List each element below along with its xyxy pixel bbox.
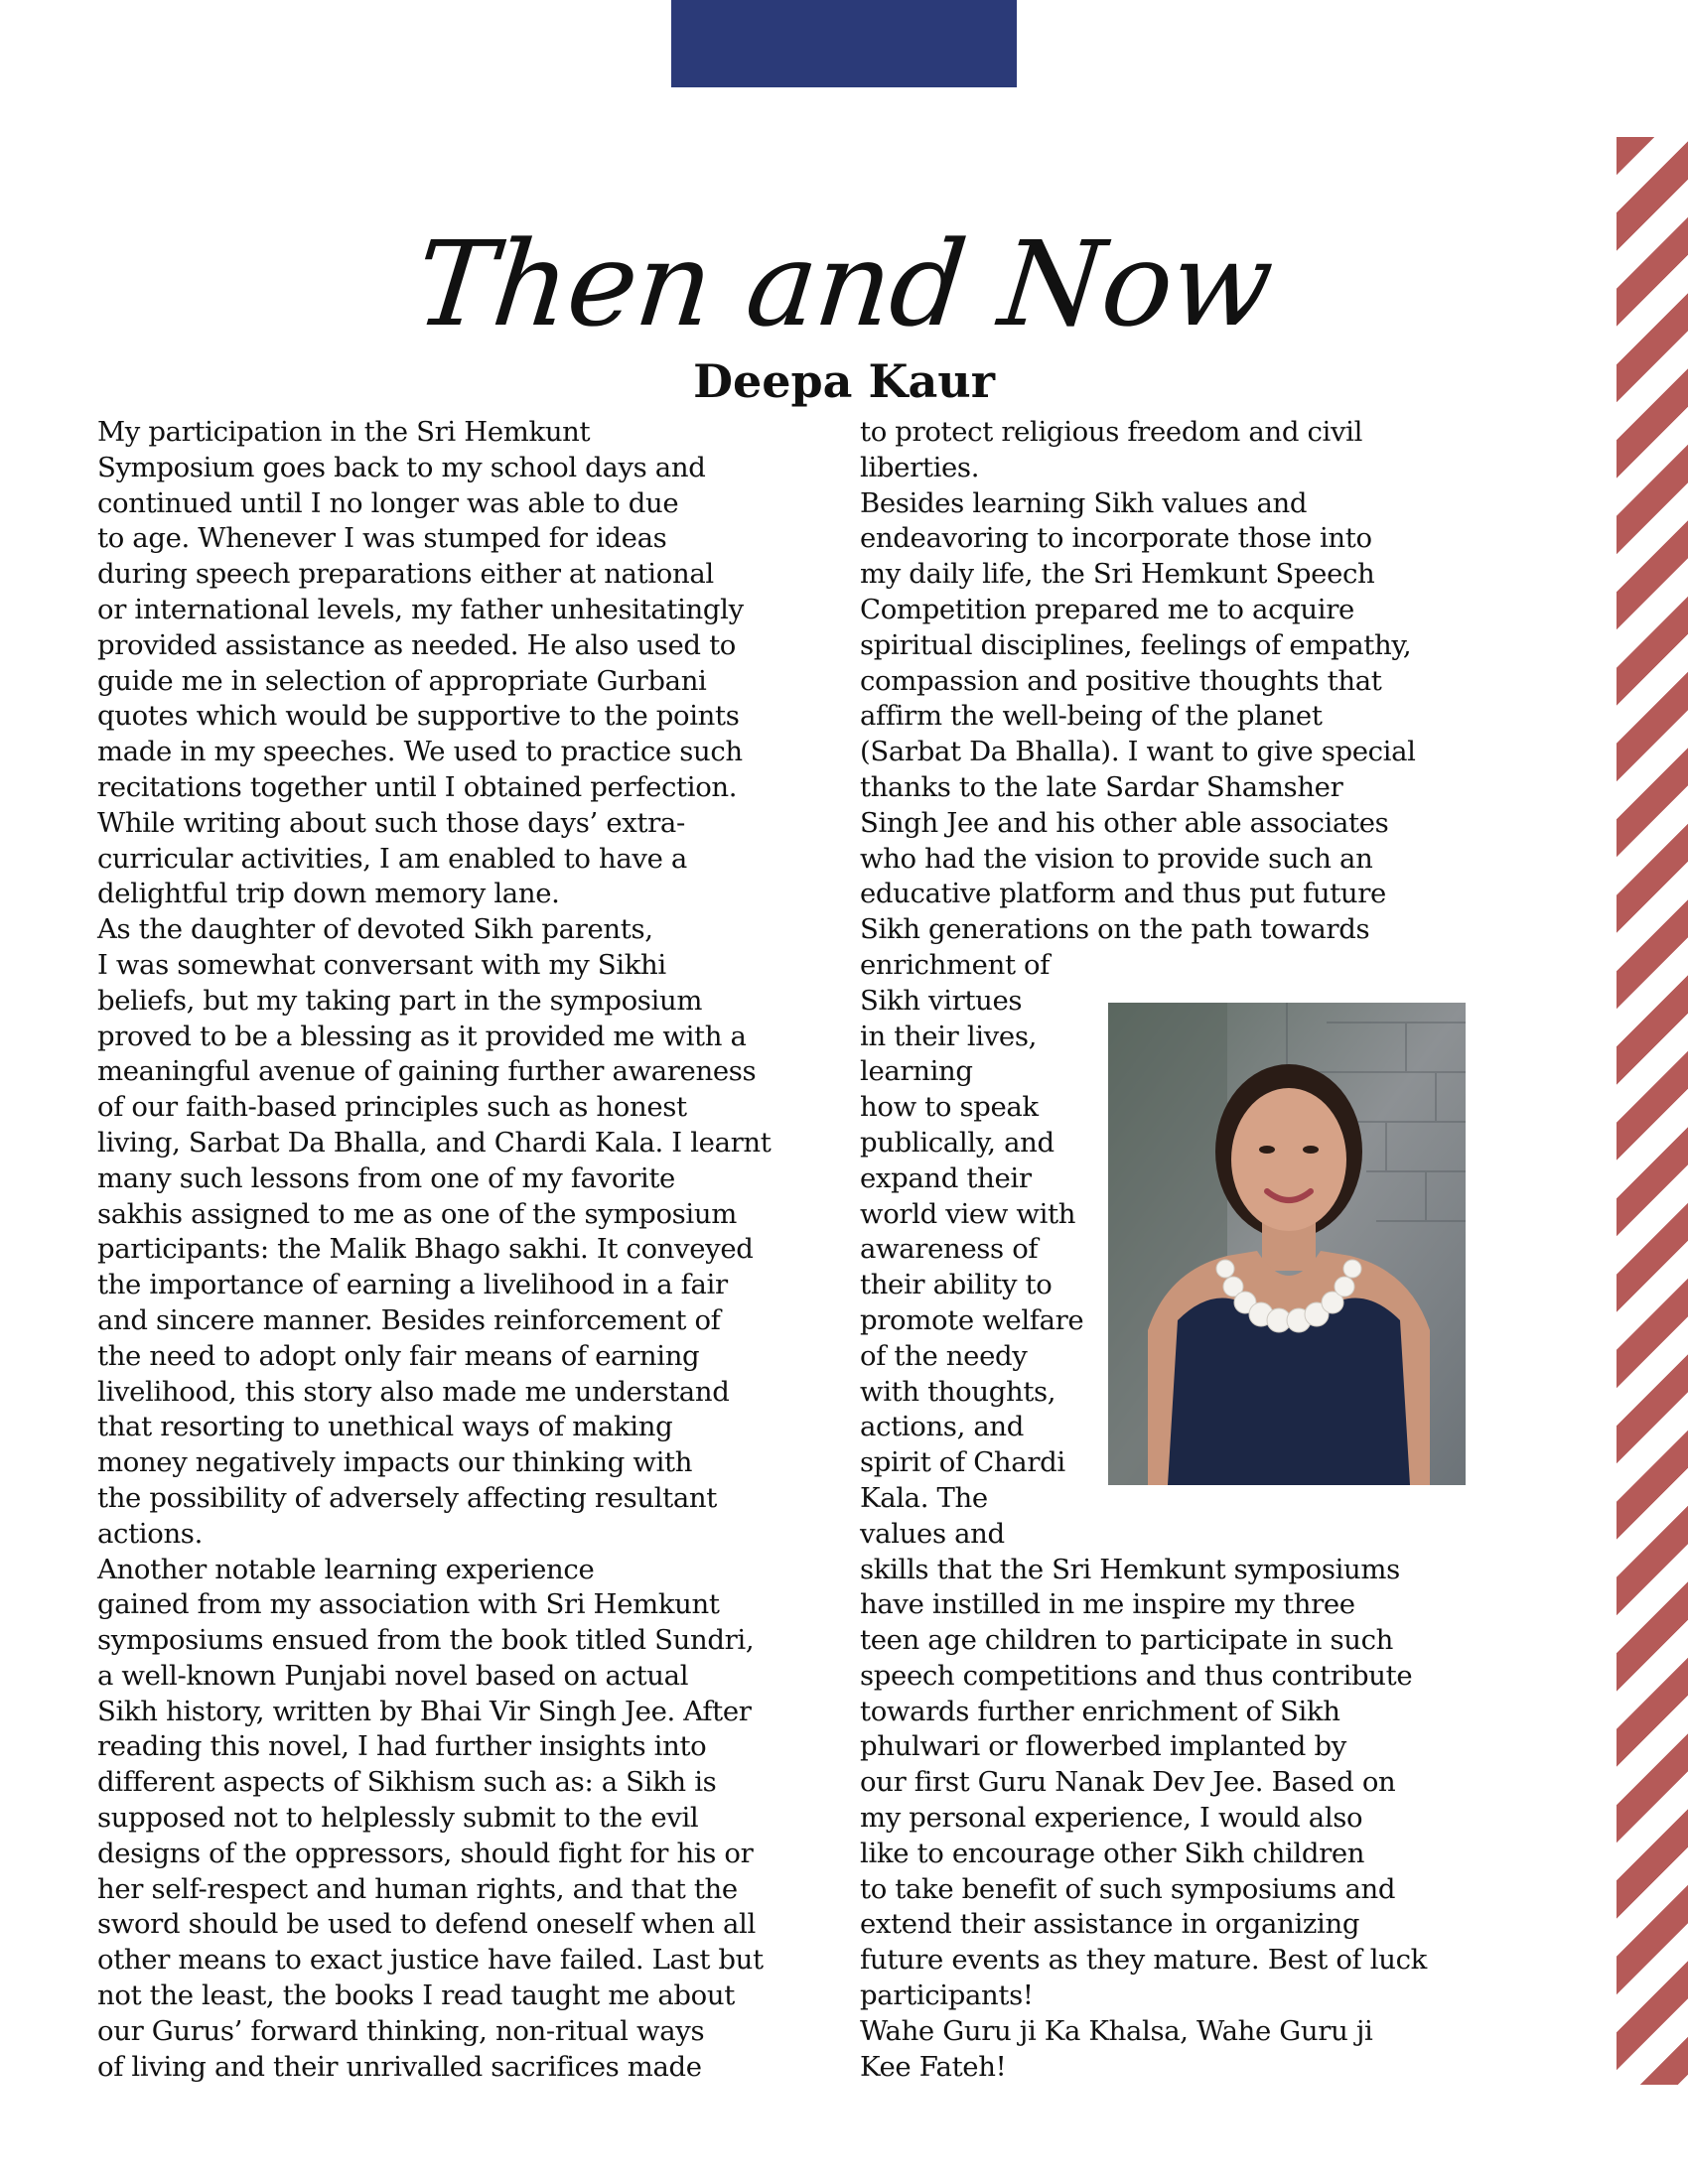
portrait-illustration xyxy=(1108,1003,1466,1485)
author-photo xyxy=(1108,1003,1466,1485)
text-column-left xyxy=(97,415,832,2085)
striped-border xyxy=(1617,137,1688,2085)
paragraph: As the daughter of devoted Sikh parents, I was somewhat conversant with my Sikhi beliefs, but my taking part in the symposium proved to be a blessing as it provided me with a meaningful avenue of gaining further awareness of our faith-based principles such as honest living, Sarbat Da Bhalla, and Chardi Kala. I learnt many such lessons from one of my favorite sakhis assigned to me as one of the symposium participants: the Malik Bhago sakhi. It conveyed the importance of earning a livelihood in a fair and sincere manner. Besides reinforcement of the need to adopt only fair means of earning livelihood, this story also made me understand that resorting to unethical ways of making money negatively impacts our thinking with the possibility of adversely affecting resultant actions. xyxy=(97,913,772,1550)
top-accent-bar xyxy=(671,0,1017,87)
paragraph: My participation in the Sri Hemkunt Symposium goes back to my school days and continued until I no longer was able to due to age. Whenever I was stumped for ideas during speech preparations either at national or international levels, my father unhesitatingly provided assistance as needed. He also used to guide me in selection of appropriate Gurbani quotes which would be supportive to the points made in my speeches. We used to practice such recitations together until I obtained perfection. While writing about such those days’ extra- curricular activities, I am enabled to have a delightful trip down memory lane. xyxy=(97,416,744,910)
article-title: Then and Now xyxy=(409,215,1279,353)
paragraph: to protect religious freedom and civil liberties. xyxy=(860,416,1363,483)
paragraph: Besides learning Sikh values and endeavoring to incorporate those into my daily life, the Sri Hemkunt Speech Competition prepared me to acquire spiritual disciplines, feelings of empathy, compassion and positive thoughts that affirm the well-being of the planet (Sarbat Da Bhalla). I want to give special thanks to the late Sardar Shamsher Singh Jee and his other able associates who had the vision to provide such an educative platform and thus put future Sikh generations on the path towards enrichment of Sikh virtues in their lives, learning how to speak publically, and expand their world view with awareness of their ability to promote welfare of the needy with thoughts, actions, and spirit of Chardi Kala. The values and skills that the Sri Hemkunt symposiums have instilled in me inspire my three teen age children to participate in such speech competitions and thus contribute towards further enrichment of Sikh phulwari or flowerbed implanted by our first Guru Nanak Dev Jee. Based on my personal experience, I would also like to encourage other Sikh children to take benefit of such symposiums and extend their assistance in organizing future events as they mature. Best of luck participants! xyxy=(860,486,1427,2012)
author-byline: Deepa Kaur xyxy=(693,354,995,409)
paragraph: Another notable learning experience gained from my association with Sri Hemkunt symposiums ensued from the book titled Sundri, a well-known Punjabi novel based on actual Sikh history, written by Bhai Vir Singh Jee. After reading this novel, I had further insights into different aspects of Sikhism such as: a Sikh is supposed not to helplessly submit to the evil designs of the oppressors, should fight for his or her self-respect and human rights, and that the sword should be used to defend oneself when all other means to exact justice have failed. Last but not the least, the books I read taught me about our Gurus’ forward thinking, non-ritual ways of living and their unrivalled sacrifices made xyxy=(97,1553,764,2083)
paragraph: Wahe Guru ji Ka Khalsa, Wahe Guru ji Kee Fateh! xyxy=(860,2014,1373,2083)
